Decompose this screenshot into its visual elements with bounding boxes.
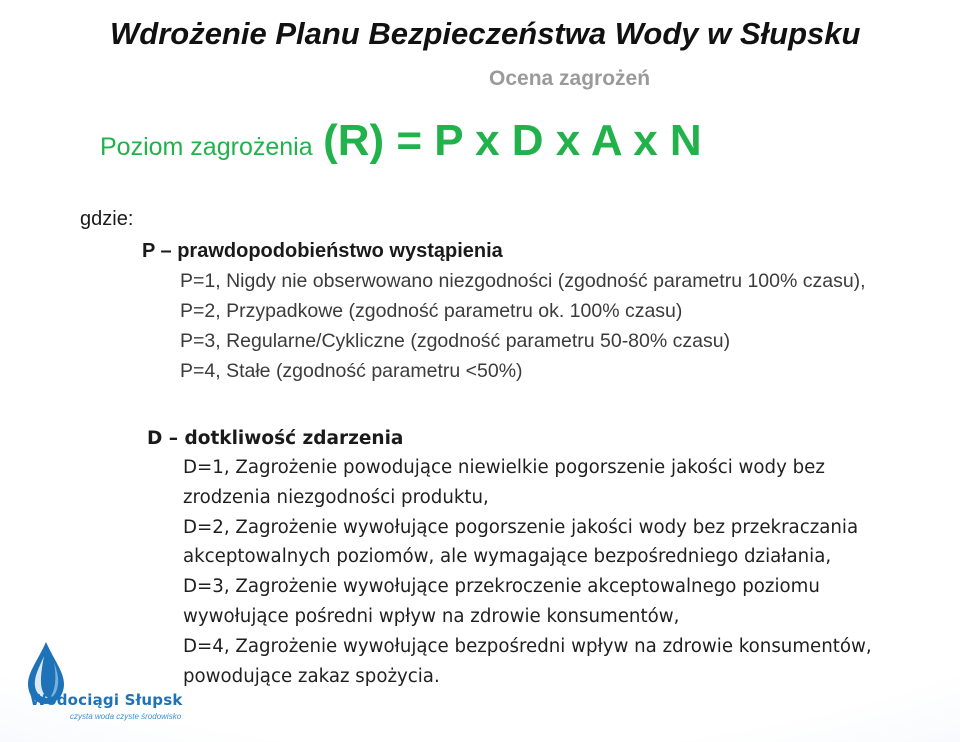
d-line: zrodzenia niezgodności produktu, bbox=[183, 486, 489, 508]
p-line: P=1, Nigdy nie obserwowano niezgodności (zgodność parametru 100% czasu), bbox=[180, 270, 866, 292]
d-line: D=3, Zagrożenie wywołujące przekroczenie akceptowalnego poziomu bbox=[183, 576, 820, 598]
risk-formula bbox=[100, 116, 702, 166]
p-line: P=4, Stałe (zgodność parametru <50%) bbox=[180, 360, 523, 382]
logo-slogan: czysta woda czyste środowisko bbox=[70, 712, 182, 721]
p-line: P=3, Regularne/Cykliczne (zgodność parametru 50-80% czasu) bbox=[180, 330, 731, 352]
slide-subtitle: Ocena zagrożeń bbox=[489, 67, 651, 90]
formula-label: Poziom zagrożenia bbox=[100, 133, 313, 161]
d-line: D=1, Zagrożenie powodujące niewielkie pogorszenie jakości wody bez bbox=[183, 457, 825, 478]
slide-title: Wdrożenie Planu Bezpieczeństwa Wody w Słupsku bbox=[110, 16, 861, 51]
d-section-heading: D – dotkliwość zdarzenia bbox=[147, 428, 404, 449]
p-section-list bbox=[180, 269, 866, 389]
logo-name: Wodociągi Słupsk bbox=[30, 691, 183, 709]
d-line: wywołujące pośredni wpływ na zdrowie konsumentów, bbox=[183, 605, 680, 627]
formula-expression: (R) = P x D x A x N bbox=[323, 116, 702, 165]
intro-text: gdzie: bbox=[80, 208, 134, 230]
d-line: powodujące zakaz spożycia. bbox=[183, 665, 440, 687]
d-line: D=4, Zagrożenie wywołujące bezpośredni wpływ na zdrowie konsumentów, bbox=[183, 635, 872, 657]
company-logo bbox=[24, 640, 183, 730]
d-section-list bbox=[183, 455, 872, 693]
p-section-heading: P – prawdopodobieństwo wystąpienia bbox=[142, 240, 503, 262]
d-line: akceptowalnych poziomów, ale wymagające bezpośredniego działania, bbox=[183, 546, 832, 568]
p-line: P=2, Przypadkowe (zgodność parametru ok. 100% czasu) bbox=[180, 300, 683, 322]
d-line: D=2, Zagrożenie wywołujące pogorszenie jakości wody bez przekraczania bbox=[183, 516, 859, 538]
